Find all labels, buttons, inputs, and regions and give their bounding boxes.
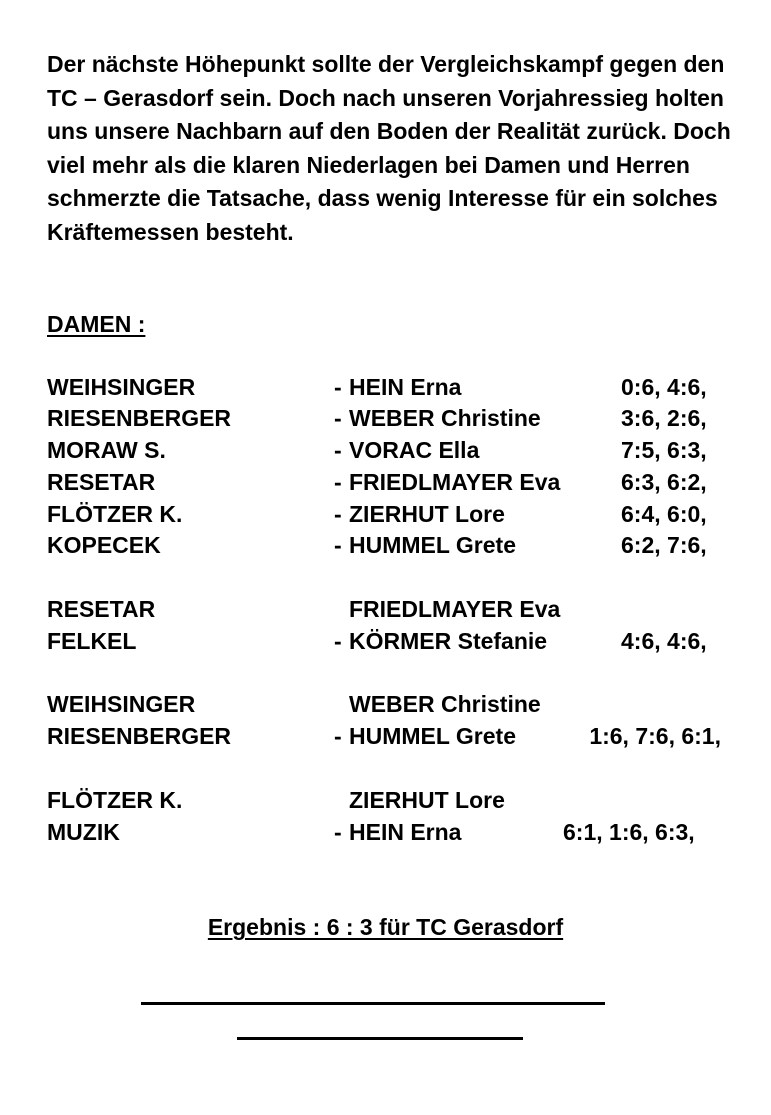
guest-player: HUMMEL Grete bbox=[349, 532, 516, 558]
guest-player: ZIERHUT Lore bbox=[349, 501, 505, 527]
match-score: 6:1, 1:6, 6:3, bbox=[563, 819, 695, 845]
home-player: RESETAR bbox=[47, 596, 156, 622]
versus-dash: - bbox=[334, 723, 342, 749]
guest-player: KÖRMER Stefanie bbox=[349, 628, 548, 654]
home-player: FLÖTZER K. bbox=[47, 501, 183, 527]
singles-match-row bbox=[0, 371, 771, 403]
guest-player: WEBER Christine bbox=[349, 691, 541, 717]
doubles-match-row bbox=[0, 625, 771, 657]
home-player: FLÖTZER K. bbox=[47, 787, 183, 813]
home-player: MORAW S. bbox=[47, 437, 166, 463]
match-score: 1:6, 7:6, 6:1, bbox=[589, 723, 721, 749]
guest-player: FRIEDLMAYER Eva bbox=[349, 596, 561, 622]
guest-player: HEIN Erna bbox=[349, 374, 462, 400]
singles-match-row bbox=[0, 498, 771, 530]
versus-dash: - bbox=[334, 437, 342, 463]
divider-line bbox=[141, 1002, 605, 1005]
singles-match-row bbox=[0, 434, 771, 466]
section-heading-damen: DAMEN : bbox=[47, 311, 146, 337]
home-player: MUZIK bbox=[47, 819, 120, 845]
versus-dash: - bbox=[334, 469, 342, 495]
guest-player: VORAC Ella bbox=[349, 437, 480, 463]
guest-player: ZIERHUT Lore bbox=[349, 787, 505, 813]
home-player: FELKEL bbox=[47, 628, 137, 654]
match-score: 3:6, 2:6, bbox=[621, 405, 707, 431]
guest-player: WEBER Christine bbox=[349, 405, 541, 431]
doubles-match-row bbox=[0, 720, 771, 752]
doubles-pair-row bbox=[0, 784, 771, 816]
guest-player: HUMMEL Grete bbox=[349, 723, 516, 749]
doubles-pair-row bbox=[0, 688, 771, 720]
match-score: 4:6, 4:6, bbox=[621, 628, 707, 654]
match-score: 6:3, 6:2, bbox=[621, 469, 707, 495]
match-score: 0:6, 4:6, bbox=[621, 374, 707, 400]
home-player: WEIHSINGER bbox=[47, 691, 196, 717]
guest-player: FRIEDLMAYER Eva bbox=[349, 469, 561, 495]
versus-dash: - bbox=[334, 405, 342, 431]
versus-dash: - bbox=[334, 532, 342, 558]
result-line: Ergebnis : 6 : 3 für TC Gerasdorf bbox=[207, 914, 564, 940]
versus-dash: - bbox=[334, 501, 342, 527]
versus-dash: - bbox=[334, 628, 342, 654]
home-player: KOPECEK bbox=[47, 532, 161, 558]
divider-line bbox=[237, 1037, 523, 1040]
doubles-match-row bbox=[0, 816, 771, 848]
match-score: 6:2, 7:6, bbox=[621, 532, 707, 558]
intro-paragraph: Der nächste Höhepunkt sollte der Vergleichskampf gegen den TC – Gerasdorf sein. Doch nach unseren Vorjahressieg holten uns unsere Nachbarn auf den Boden der Realität zurück. Doch viel mehr als die klaren Niederlagen bei Damen und Herren schmerzte die Tatsache, dass wenig Interesse für ein solches Kräftemessen besteht. bbox=[47, 51, 731, 245]
singles-match-row bbox=[0, 529, 771, 561]
doubles-pair-row bbox=[0, 593, 771, 625]
home-player: RIESENBERGER bbox=[47, 405, 232, 431]
match-score: 7:5, 6:3, bbox=[621, 437, 707, 463]
versus-dash: - bbox=[334, 374, 342, 400]
versus-dash: - bbox=[334, 819, 342, 845]
guest-player: HEIN Erna bbox=[349, 819, 462, 845]
match-score: 6:4, 6:0, bbox=[621, 501, 707, 527]
home-player: WEIHSINGER bbox=[47, 374, 196, 400]
singles-match-row bbox=[0, 402, 771, 434]
home-player: RESETAR bbox=[47, 469, 156, 495]
home-player: RIESENBERGER bbox=[47, 723, 232, 749]
singles-match-row bbox=[0, 466, 771, 498]
